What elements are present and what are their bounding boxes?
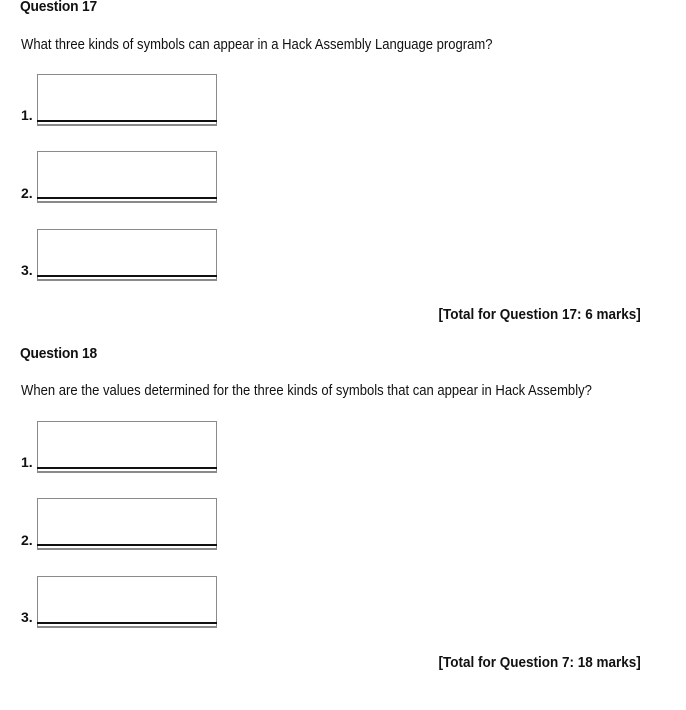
question-18-total-marks: [Total for Question 7: 18 marks] — [438, 654, 641, 671]
q17-answer-1-field[interactable] — [37, 74, 217, 126]
q17-answer-2-number: 2. — [21, 185, 33, 201]
q17-answer-2-field[interactable] — [37, 151, 217, 203]
q18-answer-1-number: 1. — [21, 454, 33, 470]
q18-answer-2-number: 2. — [21, 532, 33, 548]
question-17-title: Question 17 — [20, 0, 97, 15]
question-18-title: Question 18 — [20, 345, 97, 362]
q18-answer-3-field[interactable] — [37, 576, 217, 628]
question-17-total-marks: [Total for Question 17: 6 marks] — [438, 306, 641, 323]
q18-answer-2-field[interactable] — [37, 498, 217, 550]
question-18-text: When are the values determined for the three kinds of symbols that can appear in Hack Assembly? — [21, 383, 592, 399]
q18-answer-1-field[interactable] — [37, 421, 217, 473]
q17-answer-3-number: 3. — [21, 262, 33, 278]
q17-answer-3-field[interactable] — [37, 229, 217, 281]
question-17-text: What three kinds of symbols can appear in a Hack Assembly Language program? — [21, 37, 493, 53]
q18-answer-3-number: 3. — [21, 609, 33, 625]
q17-answer-1-number: 1. — [21, 107, 33, 123]
